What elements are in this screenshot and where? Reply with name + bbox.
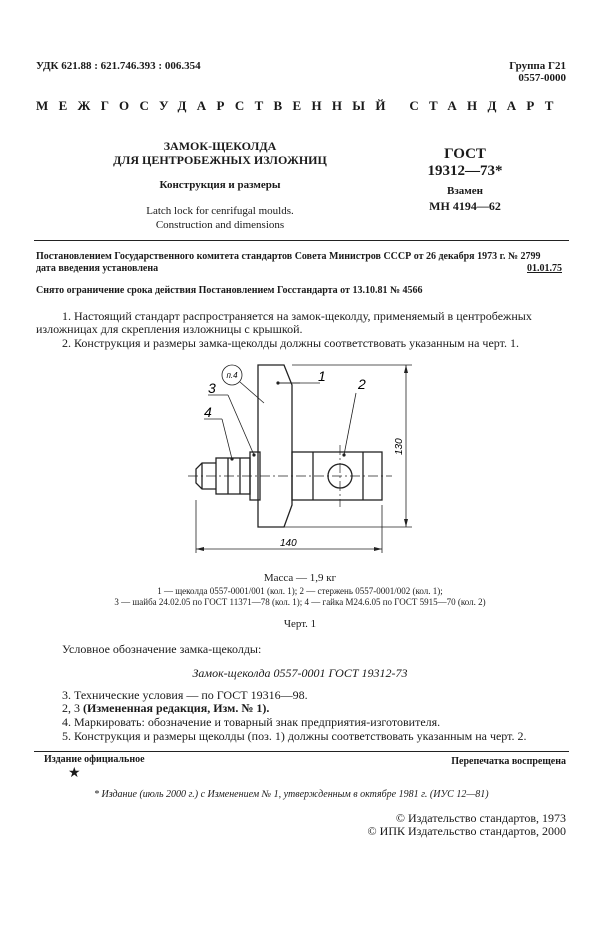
decree-date: 01.01.75: [527, 263, 562, 274]
limit-note: Снято ограничение срока действия Постановлением Госстандарта от 13.10.81 № 4566: [36, 285, 423, 296]
decree-line2: дата введения установлена: [36, 263, 159, 274]
copyright-1973: © Издательство стандартов, 1973: [395, 811, 566, 825]
udk-code: УДК 621.88 : 621.746.393 : 006.354: [36, 60, 201, 72]
title-block: [90, 139, 350, 167]
replaces-label: Взамен: [447, 185, 483, 197]
rule-top: [34, 240, 569, 241]
label-4: 4: [204, 404, 212, 420]
item-5: 5. Конструкция и размеры щеколды (поз. 1) должны соответствовать указанным на черт. 2.: [62, 729, 527, 743]
dimension-width: 140: [280, 538, 297, 549]
banner-title: МЕЖГОСУДАРСТВЕННЫЙ СТАНДАРТ: [36, 98, 564, 113]
gost-number: 19312—73*: [427, 163, 503, 179]
gost-label: ГОСТ: [444, 146, 486, 162]
paragraph-1b: изложницах для скрепления изложницы с крышкой.: [36, 322, 303, 336]
edition-note: * Издание (июль 2000 г.) с Изменением № 1, утвержденным в октябре 1981 г. (ИУС 12—81): [94, 789, 489, 800]
gost-block: [400, 146, 530, 180]
drawing-lines: [196, 365, 382, 527]
label-2: 2: [358, 376, 366, 392]
item-4: 4. Маркировать: обозначение и товарный знак предприятия-изготовителя.: [62, 715, 441, 729]
technical-drawing: [180, 355, 420, 565]
latch-plate: [258, 365, 292, 527]
star-icon: ★: [68, 766, 81, 781]
copyright-2000: © ИПК Издательство стандартов, 2000: [367, 824, 566, 838]
rule-bottom: [34, 751, 569, 752]
item-2-3: [62, 701, 269, 716]
decree-line1: Постановлением Государственного комитета стандартов Совета Министров СССР от 26 декабря 1973 г. № 2799: [36, 251, 541, 262]
english-title-line2: Construction and dimensions: [155, 219, 285, 231]
paragraph-1a: 1. Настоящий стандарт распространяется на замок-щеколду, применяемый в центробежных: [62, 309, 532, 323]
label-n4: п.4: [226, 371, 238, 380]
group-code: 0557-0000: [518, 72, 566, 84]
designation-label: Условное обозначение замка-щеколды:: [62, 642, 262, 656]
group-label: Группа Г21: [509, 60, 566, 72]
english-title-line1: Latch lock for cenrifugal moulds.: [146, 205, 294, 217]
legend-line2: 3 — шайба 24.02.05 по ГОСТ 11371—78 (кол. 1); 4 — гайка М24.6.05 по ГОСТ 5915—70 (кол. 2): [114, 597, 486, 607]
subtitle: Конструкция и размеры: [159, 179, 281, 191]
title-line2: ДЛЯ ЦЕНТРОБЕЖНЫХ ИЗЛОЖНИЦ: [113, 153, 327, 167]
designation-value: Замок-щеколда 0557-0001 ГОСТ 19312-73: [192, 666, 408, 680]
official-edition: Издание официальное: [44, 754, 145, 765]
label-3: 3: [208, 380, 216, 396]
mass-caption: Масса — 1,9 кг: [263, 572, 337, 584]
figure-caption: Черт. 1: [283, 618, 317, 630]
reprint-notice: Перепечатка воспрещена: [451, 756, 566, 767]
replaced-standard: МН 4194—62: [429, 199, 501, 213]
dimension-height: 130: [394, 438, 405, 455]
label-1: 1: [318, 368, 326, 384]
paragraph-2: 2. Конструкция и размеры замка-щеколды должны соответствовать указанным на черт. 1.: [62, 336, 519, 350]
item-3: 3. Технические условия — по ГОСТ 19316—98.: [62, 688, 308, 702]
legend-line1: 1 — щеколда 0557-0001/001 (кол. 1); 2 — стержень 0557-0001/002 (кол. 1);: [157, 586, 443, 596]
item-2-3-text: (Измененная редакция, Изм. № 1).: [83, 701, 270, 715]
title-line1: ЗАМОК-ЩЕКОЛДА: [163, 139, 277, 153]
item-2-3-number: 2, 3: [62, 701, 80, 715]
english-title: [90, 204, 350, 232]
